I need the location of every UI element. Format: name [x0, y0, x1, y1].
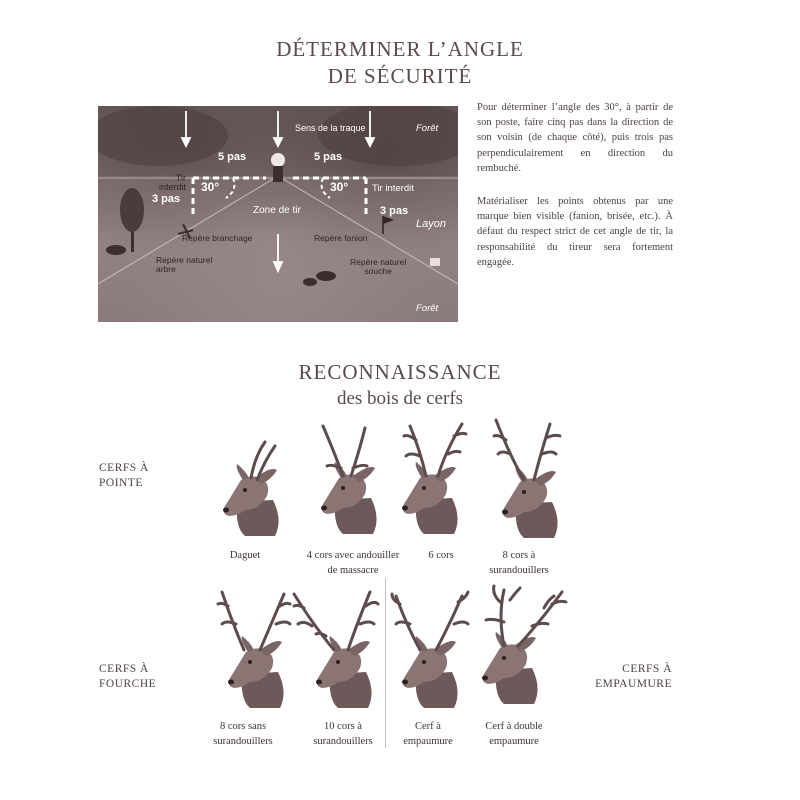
deer-head-icon: [470, 582, 570, 706]
caption-line1: Daguet: [229, 550, 261, 561]
pas-left-label: 5 pas: [218, 151, 247, 163]
foret-bottom-label: Forêt: [416, 303, 439, 314]
repere-souche-label: [350, 258, 406, 276]
deer-head-icon: [290, 586, 380, 710]
caption-line1: 4 cors avec andouiller: [306, 550, 400, 561]
deer-head-icon: [214, 588, 294, 710]
repere-souche-line1: Repère naturel: [350, 257, 407, 267]
section1-title-line1: DÉTERMINER L’ANGLE: [276, 37, 524, 61]
zone-de-tir-label: Zone de tir: [253, 205, 301, 216]
caption-line2: de massacre: [327, 565, 379, 576]
pas-right-label: 5 pas: [314, 151, 343, 163]
angle-left-label: 30°: [201, 180, 220, 194]
section1-title-line2: DE SÉCURITÉ: [327, 64, 473, 88]
repere-arbre-line2: arbre: [156, 263, 176, 274]
trois-pas-right-label: 3 pas: [380, 205, 409, 217]
caption-line2: surandouillers: [489, 565, 549, 576]
caption-double-empaumure: [459, 719, 569, 749]
instructions-paragraph-2: Matérialiser les points obtenus par une marque bien visible (fanion, brisée, etc.). À défaut du respect strict de cet angle de tir, la responsabilité du tireur sera fortement engagée.: [477, 196, 673, 268]
deer-head-icon: [480, 416, 570, 540]
repere-arbre-label: [156, 256, 212, 274]
category-empaumure-line1: CERFS À: [622, 663, 672, 675]
instructions-paragraph-1: Pour déterminer l’angle des 30°, à partir de son poste, faire cinq pas dans la direction de son voisin (de chaque côté), puis trois pas perpendiculairement en direction du rembuché.: [477, 102, 673, 174]
repere-fanion-label: Repère fanion: [314, 233, 368, 243]
caption-line2: empaumure: [489, 736, 539, 747]
section2-title: RECONNAISSANCE: [298, 360, 502, 384]
angle-right-label: 30°: [330, 180, 349, 194]
layon-label: Layon: [416, 218, 446, 230]
caption-8-cors-sur: [464, 548, 574, 578]
category-empaumure: [580, 662, 672, 692]
category-fourche: [99, 662, 156, 692]
caption-8-cors-sans: [188, 719, 298, 749]
tir-interdit-left-line1: Tir: [175, 173, 186, 183]
tir-interdit-left-label: [154, 174, 186, 193]
section2-subtitle: des bois de cerfs: [336, 388, 464, 409]
deer-head-icon: [390, 420, 480, 536]
category-fourche-line2: FOURCHE: [99, 678, 157, 690]
trois-pas-left-label: 3 pas: [152, 193, 181, 205]
tir-interdit-left-line2: interdit: [158, 182, 186, 193]
tir-interdit-right-label: Tir interdit: [372, 183, 414, 194]
foret-top-label: Forêt: [416, 123, 439, 134]
repere-branchage-label: Repère branchage: [182, 233, 253, 243]
section1-title: [0, 36, 800, 90]
category-pointe: [99, 461, 149, 491]
category-empaumure-line2: EMPAUMURE: [595, 678, 672, 690]
caption-line2: surandouillers: [213, 736, 273, 747]
category-fourche-line1: CERFS À: [99, 663, 149, 675]
deer-head-icon: [390, 590, 470, 708]
caption-line1: 8 cors à: [502, 550, 536, 561]
deer-head-icon: [307, 424, 387, 536]
safety-angle-diagram: [98, 106, 458, 322]
category-pointe-line1: CERFS À: [99, 462, 149, 474]
repere-arbre-line1: Repère naturel: [156, 255, 213, 265]
category-pointe-line2: POINTE: [99, 477, 143, 489]
caption-line1: 8 cors sans: [219, 721, 267, 732]
deer-head-icon: [215, 440, 295, 540]
repere-souche-line2: souche: [364, 265, 392, 276]
caption-line1: 10 cors à: [324, 721, 362, 732]
caption-line1: Cerf à double: [485, 721, 543, 732]
caption-line2: surandouillers: [313, 736, 373, 747]
caption-line2: empaumure: [403, 736, 453, 747]
caption-line1: Cerf à: [415, 721, 441, 732]
caption-line1: 6 cors: [428, 550, 454, 561]
sens-traque-label: Sens de la traque: [295, 123, 366, 133]
